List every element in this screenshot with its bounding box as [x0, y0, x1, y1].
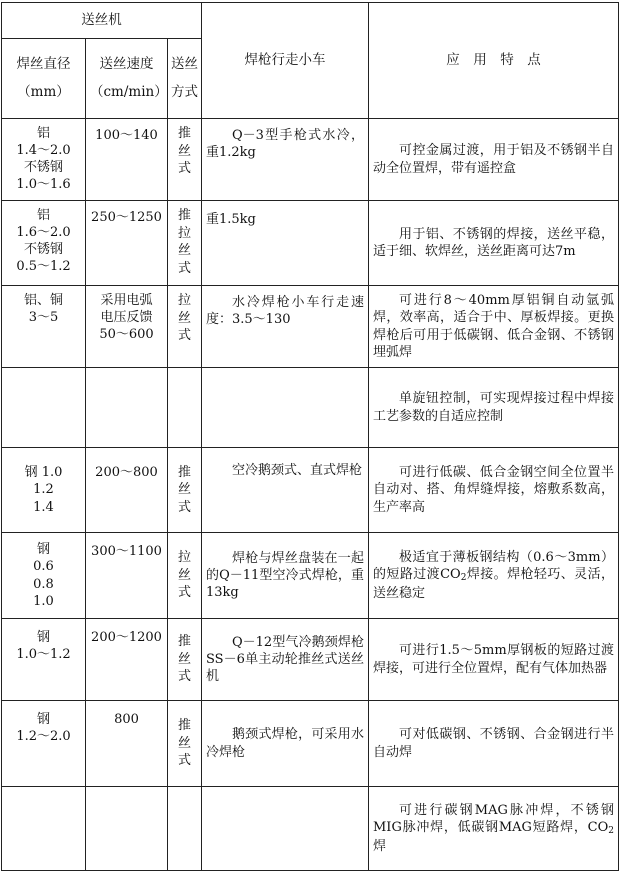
speed-cell: 100～140: [86, 119, 168, 201]
speed-cell: 800: [86, 701, 168, 787]
wire-diameter-header: 焊丝直径 （mm）: [2, 39, 86, 119]
carriage-header: 焊枪行走小车: [202, 3, 369, 119]
mode-cell: 拉 丝 式: [168, 286, 202, 368]
mode-cell: 拉 丝 式: [168, 533, 202, 619]
diameter-cell: 钢 1.0 1.2 1.4: [2, 448, 86, 533]
features-cell: 单旋钮控制，可实现焊接过程中焊接工艺参数的自适应控制: [369, 368, 619, 448]
table-row: [2, 368, 619, 448]
diameter-cell: [2, 787, 86, 871]
carriage-cell: Q－12型气冷鹅颈焊枪SS－6单主动轮推丝式送丝机: [202, 619, 369, 701]
feed-mode-header: 送丝 方式: [168, 39, 202, 119]
carriage-cell: [202, 787, 369, 871]
mode-cell: 推 丝 式: [168, 619, 202, 701]
speed-cell: 采用电弧 电压反馈 50～600: [86, 286, 168, 368]
carriage-cell: 鹅颈式焊枪，可采用水冷焊枪: [202, 701, 369, 787]
speed-cell: [86, 787, 168, 871]
carriage-cell: 水冷焊枪小车行走速度：3.5～130: [202, 286, 369, 368]
features-cell: 可进行8～40mm厚铝铜自动氩弧焊，效率高，适合于中、厚板焊接。更换焊枪后可用于低碳钢、低合金钢、不锈钢埋弧焊: [369, 286, 619, 368]
mode-cell: 推 丝 式: [168, 448, 202, 533]
speed-cell: [86, 368, 168, 448]
table-row: [2, 787, 619, 871]
mode-cell: 推 拉 丝 式: [168, 201, 202, 286]
table-row: [2, 286, 619, 368]
table-row: [2, 201, 619, 286]
speed-cell: 300～1100: [86, 533, 168, 619]
welding-equipment-table: [1, 2, 619, 871]
features-cell: 可进行1.5～5mm厚钢板的短路过渡焊接，可进行全位置焊，配有气体加热器: [369, 619, 619, 701]
mode-cell: [168, 787, 202, 871]
features-cell: 用于铝、不锈钢的焊接，送丝平稳，适于细、软焊丝，送丝距离可达7m: [369, 201, 619, 286]
carriage-cell: [202, 368, 369, 448]
speed-cell: 250～1250: [86, 201, 168, 286]
features-cell: 极适宜于薄板钢结构（0.6～3mm）的短路过渡$CO_2$焊接。焊枪轻巧、灵活，送丝稳定: [369, 533, 619, 619]
carriage-cell: 空冷鹅颈式、直式焊枪: [202, 448, 369, 533]
feed-speed-header: 送丝速度 （cm/min）: [86, 39, 168, 119]
diameter-cell: 铝 1.6～2.0 不锈钢 0.5～1.2: [2, 201, 86, 286]
diameter-cell: 铝 1.4～2.0 不锈钢 1.0～1.6: [2, 119, 86, 201]
mode-cell: 推 丝 式: [168, 119, 202, 201]
table-row: [2, 701, 619, 787]
features-cell: 可进行低碳、低合金钢空间全位置半自动对、搭、角焊缝焊接，熔敷系数高，生产率高: [369, 448, 619, 533]
table-row: [2, 448, 619, 533]
table-row: [2, 533, 619, 619]
mode-cell: 推 丝 式: [168, 701, 202, 787]
carriage-cell: 焊枪与焊丝盘装在一起的Q－11型空冷式焊枪，重13kg: [202, 533, 369, 619]
carriage-cell: 重1.5kg: [202, 201, 369, 286]
diameter-cell: 钢 1.0～1.2: [2, 619, 86, 701]
table-row: [2, 119, 619, 201]
table-row: [2, 619, 619, 701]
features-cell: 可进行碳钢MAG脉冲焊，不锈钢MIG脉冲焊，低碳钢MAG短路焊，$CO_2$焊: [369, 787, 619, 871]
diameter-cell: 铝、铜 3～5: [2, 286, 86, 368]
speed-cell: 200～800: [86, 448, 168, 533]
diameter-cell: [2, 368, 86, 448]
mode-cell: [168, 368, 202, 448]
features-header: 应 用 特 点: [369, 3, 619, 119]
wire-feeder-group-header: 送丝机: [2, 3, 202, 39]
speed-cell: 200～1200: [86, 619, 168, 701]
features-cell: 可对低碳钢、不锈钢、合金钢进行半自动焊: [369, 701, 619, 787]
diameter-cell: 钢 0.6 0.8 1.0: [2, 533, 86, 619]
diameter-cell: 钢 1.2～2.0: [2, 701, 86, 787]
carriage-cell: Q－3型手枪式水冷，重1.2kg: [202, 119, 369, 201]
features-cell: 可控金属过渡，用于铝及不锈钢半自动全位置焊，带有遥控盒: [369, 119, 619, 201]
